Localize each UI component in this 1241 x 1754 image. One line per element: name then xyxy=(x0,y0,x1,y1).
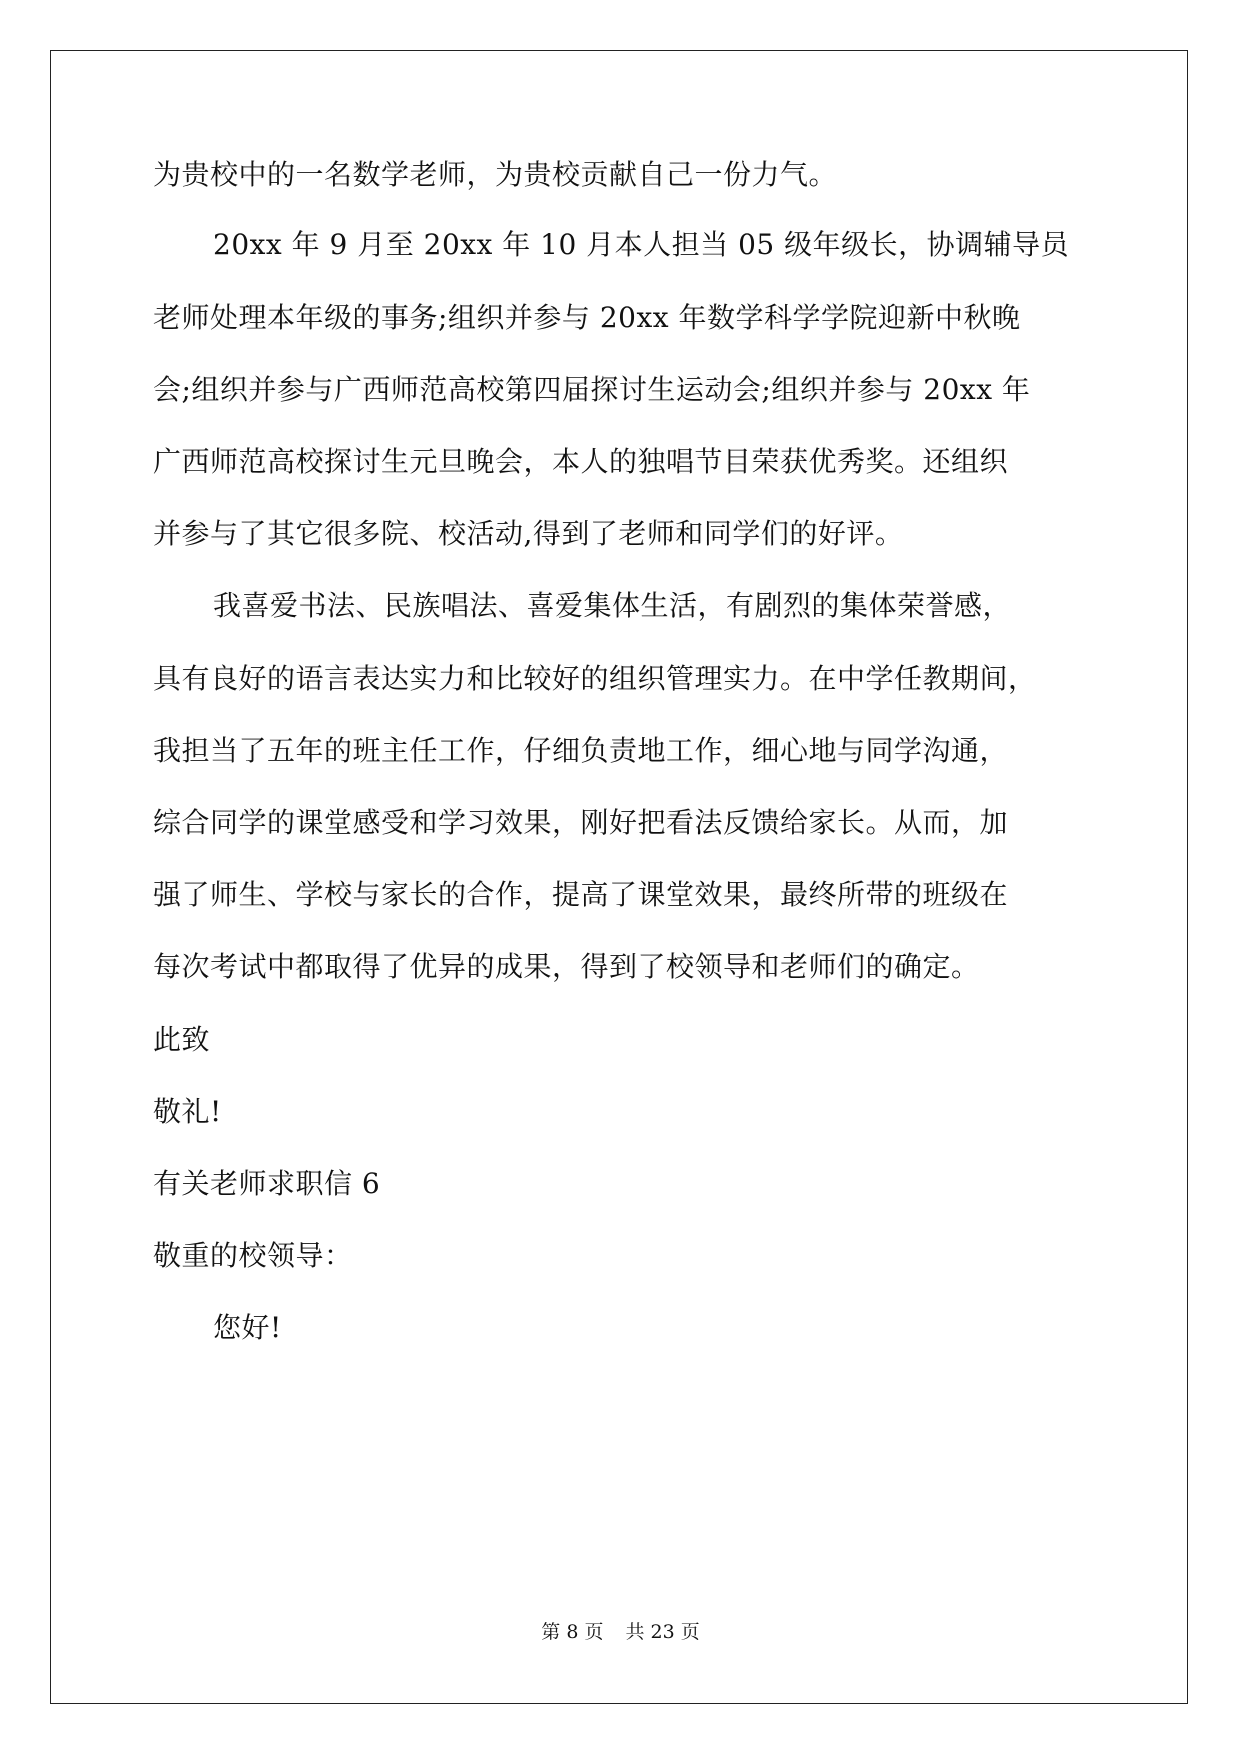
closing-line: 此致 xyxy=(153,1023,211,1056)
section-title: 有关老师求职信 6 xyxy=(153,1167,381,1200)
text-line: 我喜爱书法、民族唱法、喜爱集体生活，有剧烈的集体荣誉感， xyxy=(213,589,1012,622)
text-line: 广西师范高校探讨生元旦晚会，本人的独唱节目荣获优秀奖。还组织 xyxy=(153,445,1009,478)
text-line: 我担当了五年的班主任工作，仔细负责地工作，细心地与同学沟通， xyxy=(153,734,1009,767)
page-footer xyxy=(0,1620,1241,1644)
text-line: 20xx 年 9 月至 20xx 年 10 月本人担当 05 级年级长，协调辅导员 xyxy=(213,228,1070,261)
page-total: 共 23 页 xyxy=(625,1621,700,1643)
text-line: 老师处理本年级的事务;组织并参与 20xx 年数学科学学院迎新中秋晚 xyxy=(153,301,1021,334)
text-line: 综合同学的课堂感受和学习效果，刚好把看法反馈给家长。从而，加 xyxy=(153,806,1009,839)
greeting-line: 您好! xyxy=(213,1311,282,1344)
text-line: 具有良好的语言表达实力和比较好的组织管理实力。在中学任教期间， xyxy=(153,662,1037,695)
text-line: 会;组织并参与广西师范高校第四届探讨生运动会;组织并参与 20xx 年 xyxy=(153,373,1031,406)
text-line: 每次考试中都取得了优异的成果，得到了校领导和老师们的确定。 xyxy=(153,950,980,983)
page-number: 第 8 页 xyxy=(541,1621,604,1643)
salutation-line: 敬重的校领导： xyxy=(153,1239,353,1272)
salute-line: 敬礼! xyxy=(153,1095,222,1128)
text-line: 强了师生、学校与家长的合作，提高了课堂效果，最终所带的班级在 xyxy=(153,878,1009,911)
text-line: 并参与了其它很多院、校活动,得到了老师和同学们的好评。 xyxy=(153,517,904,550)
text-line: 为贵校中的一名数学老师，为贵校贡献自己一份力气。 xyxy=(153,158,838,191)
